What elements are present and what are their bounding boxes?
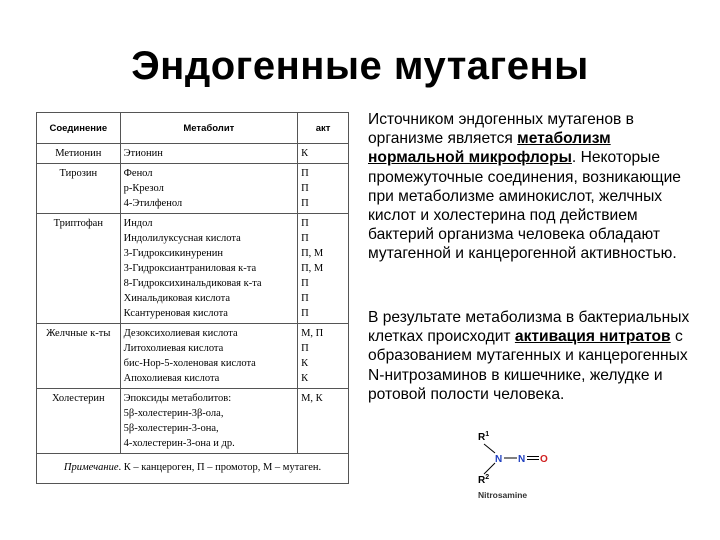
metabolite: Хинальдиковая кислота [123, 293, 231, 304]
metabolite: 3-Гидроксикинуренин [123, 248, 223, 259]
action: П [301, 233, 309, 244]
row-actions [298, 214, 349, 324]
metabolite: 8-Гидроксихинальдиковая к-та [123, 278, 262, 289]
action: П [301, 183, 309, 194]
metabolite: Фенол [123, 168, 153, 179]
action: П, М [301, 263, 324, 274]
table-note [37, 454, 349, 484]
action: П [301, 218, 309, 229]
row-actions [298, 164, 349, 214]
action: К [301, 358, 309, 369]
action: П [301, 198, 309, 209]
mutagen-table [36, 112, 349, 484]
row-metabolites [120, 164, 297, 214]
action: П [301, 343, 309, 354]
row-metabolites [120, 324, 297, 389]
row-compound: Холестерин [37, 389, 121, 454]
row-metabolites [120, 214, 297, 324]
action: М, П [301, 328, 324, 339]
row-compound: Метионин [37, 144, 121, 164]
table-row [37, 389, 349, 454]
action: К [301, 148, 309, 159]
action: М, К [301, 393, 323, 404]
row-actions [298, 324, 349, 389]
metabolite: Эпоксиды метаболитов: [123, 393, 232, 404]
metabolite: бис-Нор-5-холеновая кислота [123, 358, 256, 369]
row-compound: Желчные к-ты [37, 324, 121, 389]
structure-r2: $R^2$ [478, 474, 490, 486]
structure-r1: $R^1$ [478, 431, 490, 443]
table-row [37, 164, 349, 214]
header-compound: Соединение [37, 113, 121, 144]
slide-title: Эндогенные мутагены [131, 44, 589, 88]
p2-text-after: с образованием мутагенных и канцерогенных N-нитрозаминов в кишечнике, желудке и ротовой полости человека. [368, 328, 688, 403]
table-row [37, 324, 349, 389]
p1-text-before: Источником эндогенных мутагенов в организме является [368, 111, 634, 148]
table-row [37, 144, 349, 164]
row-metabolites [120, 144, 297, 164]
action: П [301, 168, 309, 179]
paragraph-nitrates [368, 308, 694, 404]
action: П [301, 308, 309, 319]
metabolite: Апохолиевая кислота [123, 373, 220, 384]
action: П [301, 278, 309, 289]
table-row [37, 214, 349, 324]
p1-text-after: . Некоторые промежуточные соединения, возникающие при метаболизме аминокислот, желчных кислот и холестерина под действием бактерий организма человека обладают мутагенной и канцерогенной активностью. [368, 149, 681, 263]
metabolite: Литохолиевая кислота [123, 343, 224, 354]
table-note-row [37, 454, 349, 484]
bond-r1-n [484, 444, 495, 453]
metabolite: Индолилуксусная кислота [123, 233, 241, 244]
table-header-row [37, 113, 349, 144]
metabolite: 5β-холестерин-3β-ола, [123, 408, 224, 419]
metabolite: 4-Этилфенол [123, 198, 183, 209]
row-actions [298, 144, 349, 164]
metabolite: p-Крезол [123, 183, 164, 194]
action: П, М [301, 248, 324, 259]
paragraph-sources [368, 110, 694, 264]
metabolite: 4-холестерин-3-она и др. [123, 438, 235, 449]
metabolite: 5β-холестерин-3-она, [123, 423, 219, 434]
row-metabolites [120, 389, 297, 454]
note-label: Примечание [63, 462, 119, 473]
structure-o: O [540, 454, 548, 465]
nitrosamine-structure [468, 426, 568, 504]
bond-r2-n [484, 463, 495, 474]
row-compound: Триптофан [37, 214, 121, 324]
action: К [301, 373, 309, 384]
metabolite: Этионин [123, 148, 163, 159]
metabolite: 3-Гидроксиантраниловая к-та [123, 263, 257, 274]
header-action: акт [298, 113, 349, 144]
p1-emphasis: метаболизм нормальной микрофлоры [368, 130, 611, 167]
row-actions [298, 389, 349, 454]
row-compound: Тирозин [37, 164, 121, 214]
header-metabolite: Метаболит [120, 113, 297, 144]
action: П [301, 293, 309, 304]
metabolite: Ксантуреновая кислота [123, 308, 228, 319]
metabolite: Индол [123, 218, 153, 229]
structure-label: Nitrosamine [478, 490, 528, 500]
metabolite: Дезоксихолиевая кислота [123, 328, 238, 339]
p2-emphasis: активация нитратов [514, 328, 671, 346]
p2-text-before: В результате метаболизма в бактериальных клетках происходит [368, 309, 690, 346]
structure-n1: N [495, 454, 503, 465]
note-text: . К – канцероген, П – промотор, М – мутаген. [118, 462, 322, 473]
structure-n2: N [518, 454, 526, 465]
